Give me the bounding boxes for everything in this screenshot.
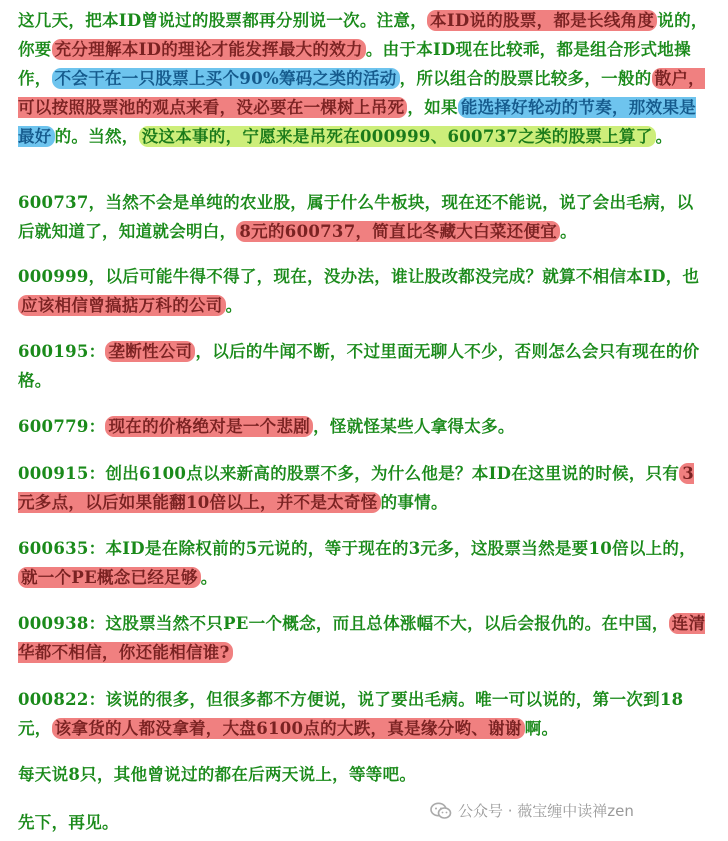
stock-paragraph-600779	[18, 412, 710, 441]
stock-paragraph-000915	[18, 459, 710, 517]
stock-highlight: 就一个PE概念已经足够	[18, 567, 201, 588]
goodbye-text: 先下，再见。	[18, 813, 119, 832]
stock-text: 。	[560, 222, 577, 241]
intro-paragraph	[18, 6, 710, 151]
stock-paragraph-000822	[18, 685, 710, 743]
intro-text-7: 。	[655, 127, 673, 146]
intro-text-5: ，如果	[407, 98, 458, 117]
stock-text: 600195：	[18, 342, 106, 361]
intro-highlight-4: 散户，可以按照股票池的观点来看，没必要在一棵树上吊死	[18, 69, 705, 117]
stock-highlight: 应该相信曾搞掂万科的公司	[18, 295, 226, 316]
intro-text-4: ，所以组合的股票比较多，一般的	[399, 69, 652, 88]
daily-note-text: 每天说8只，其他曾说过的都在后两天说上，等等吧。	[18, 765, 417, 784]
stock-paragraph-600635	[18, 534, 710, 592]
stock-text: 600737，当然不会是单纯的农业股，属于什么牛板块，现在还不能说，说了会出毛病，以后就知道了，知道就会明白，	[18, 193, 694, 241]
intro-text-3: 。由于本ID现在比较乖，都是组合形式地操作，	[18, 40, 691, 88]
stock-paragraph-600737	[18, 188, 710, 246]
intro-highlight-2: 充分理解本ID的理论才能发挥最大的效力	[52, 39, 366, 60]
stock-text: 000822：该说的很多，但很多都不方便说，说了要出毛病。唯一可以说的，第一次到18元，	[18, 690, 684, 738]
stock-paragraph-600195	[18, 337, 710, 395]
stock-highlight: 现在的价格绝对是一个悲剧	[105, 416, 313, 437]
stock-highlight: 垄断性公司	[105, 341, 195, 362]
intro-highlight-5: 能选择好轮动的节奏，那效果是最好	[18, 98, 697, 146]
intro-highlight-6: 没这本事的，宁愿来是吊死在000999、600737之类的股票上算了	[139, 126, 656, 147]
wechat-account-watermark	[430, 800, 634, 821]
stock-text: ，以后的牛闻不断，不过里面无聊人不少，否则怎么会只有现在的价格。	[18, 342, 700, 390]
intro-text-1: 这几天，把本ID曾说过的股票都再分别说一次。注意，	[18, 11, 428, 30]
stock-text: ，怪就怪某些人拿得太多。	[313, 417, 515, 436]
daily-note-paragraph	[18, 760, 710, 789]
stock-highlight: 连清华都不相信，你还能相信谁?	[18, 614, 706, 662]
stock-text: 啊。	[524, 719, 559, 738]
stock-paragraph-000999	[18, 262, 710, 320]
stock-text: 600779：	[18, 417, 106, 436]
intro-text-2: 说的，你要	[18, 11, 708, 59]
stock-paragraph-000938	[18, 609, 710, 667]
intro-text-6: 的。当然，	[54, 127, 139, 146]
wechat-icon	[430, 802, 452, 820]
stock-text: 的事情。	[380, 493, 448, 512]
stock-text: 000999，以后可能牛得不得了，现在，没办法，谁让股改都没完成？就算不相信本ID，也	[18, 267, 700, 286]
stock-text: 000915：创出6100点以来新高的股票不多，为什么他是？本ID在这里说的时候，只有	[18, 464, 680, 483]
watermark-label: 公众号 · 薇宝缠中读禅zen	[458, 802, 634, 820]
stock-text: 。	[200, 568, 218, 587]
stock-text: 000938：这股票当然不只PE一个概念，而且总体涨幅不大，以后会报仇的。在中国，	[18, 614, 669, 633]
intro-highlight-1: 本ID说的股票，都是长线角度	[427, 10, 657, 31]
stock-highlight: 该拿货的人都没拿着，大盘6100点的大跌，真是缘分哟、谢谢	[52, 718, 525, 739]
stock-text: 600635：本ID是在除权前的5元说的，等于现在的3元多，这股票当然是要10倍以上的，	[18, 539, 697, 558]
stock-text: 。	[225, 296, 243, 315]
stock-highlight: 3元多点，以后如果能翻10倍以上，并不是太奇怪	[18, 464, 695, 512]
stock-highlight: 8元的600737，简直比冬藏大白菜还便宜	[236, 221, 560, 242]
intro-highlight-3: 不会干在一只股票上买个90%筹码之类的活动	[52, 68, 400, 89]
